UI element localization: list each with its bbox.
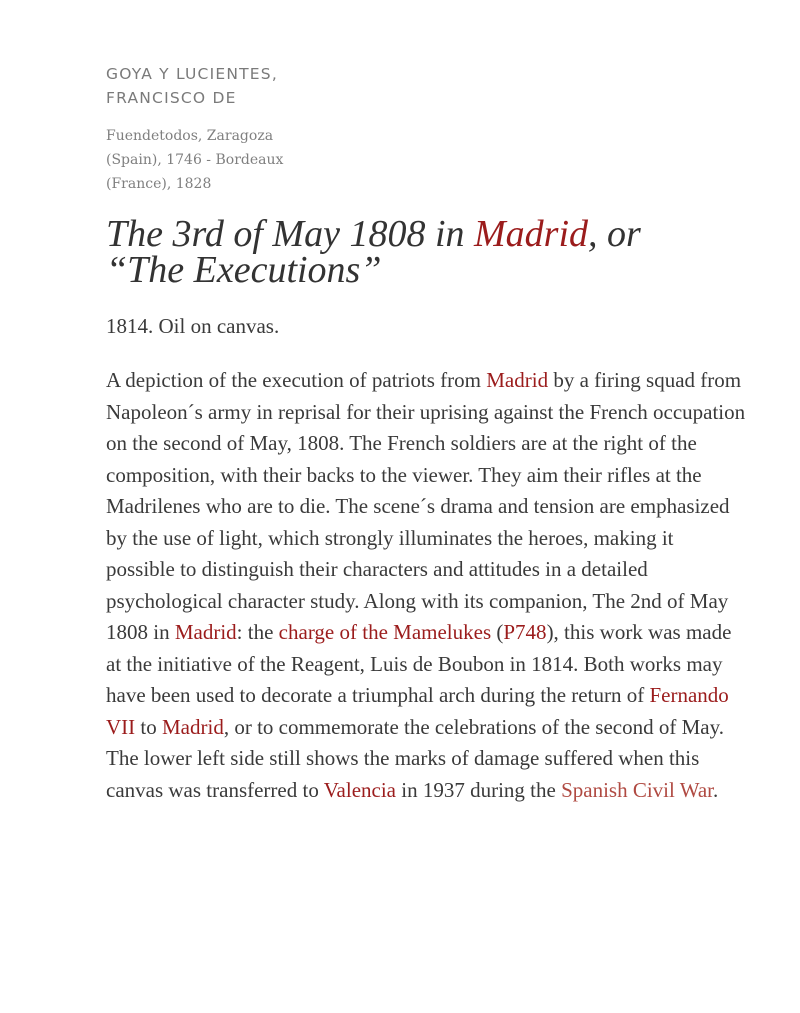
link-madrid-1[interactable]: Madrid xyxy=(486,368,549,392)
artist-bio-line3: (France), 1828 xyxy=(106,176,212,192)
desc-text-2: by a firing squad from Napoleon´s army in reprisal for their uprising against the French occupation on the second of May, 1808. The French soldiers are at the right of the composition, with their backs to the viewer. They aim their rifles at the Madrilenes who are to die. The scene´s drama and tension are emphasized by the use of light, which strongly illuminates the heroes, making it possible to distinguish their characters and attitudes in a detailed psychological character study. Along with its companion, The 2nd of May 1808 in xyxy=(106,368,746,644)
link-spanish-civil-war[interactable]: Spanish Civil War xyxy=(561,777,714,802)
desc-text-5: ), this work was made at the initiative of the Reagent, Luis de Boubon in 1814. Both works may have been used to decorate a triumphal arch during the return of xyxy=(106,620,732,707)
desc-text-1: A depiction of the execution of patriots from xyxy=(106,368,487,392)
title-madrid-link[interactable]: Madrid xyxy=(474,213,589,255)
desc-text-8: in 1937 during the xyxy=(396,777,562,802)
desc-text-4: ( xyxy=(491,620,504,644)
desc-text-7: , or to commemorate the celebrations of the second of May. The lower left side still shows the marks of damage suffered when this canvas was transferred to xyxy=(106,714,724,802)
desc-text-9: . xyxy=(713,777,719,802)
artist-name[interactable] xyxy=(106,62,746,110)
artist-name-line2: FRANCISCO DE xyxy=(106,89,237,107)
artist-bio-line1: Fuendetodos, Zaragoza xyxy=(106,128,274,144)
artwork-page xyxy=(106,62,746,806)
artwork-description xyxy=(106,365,746,806)
link-madrid-2[interactable]: Madrid xyxy=(174,620,237,644)
title-text-part1: The 3rd of May 1808 in xyxy=(106,213,475,255)
link-p748[interactable]: P748 xyxy=(503,620,547,644)
desc-text-6: to xyxy=(135,714,162,739)
artwork-title xyxy=(106,213,706,291)
artwork-date-medium: 1814. Oil on canvas. xyxy=(106,314,280,338)
artist-bio xyxy=(106,124,746,196)
desc-text-3: : the xyxy=(236,620,279,644)
link-charge-of-the-mamelukes[interactable]: charge of the Mamelukes xyxy=(278,620,492,644)
link-fernando-vii[interactable]: Fernando VII xyxy=(106,683,729,739)
title-text-part2: , or xyxy=(588,213,641,255)
artist-bio-line2: (Spain), 1746 - Bordeaux xyxy=(106,152,284,168)
link-madrid-3[interactable]: Madrid xyxy=(162,714,224,739)
link-valencia[interactable]: Valencia xyxy=(323,777,396,802)
artist-name-line1: GOYA Y LUCIENTES, xyxy=(106,65,278,83)
title-text-part3: “The Executions” xyxy=(106,249,382,291)
